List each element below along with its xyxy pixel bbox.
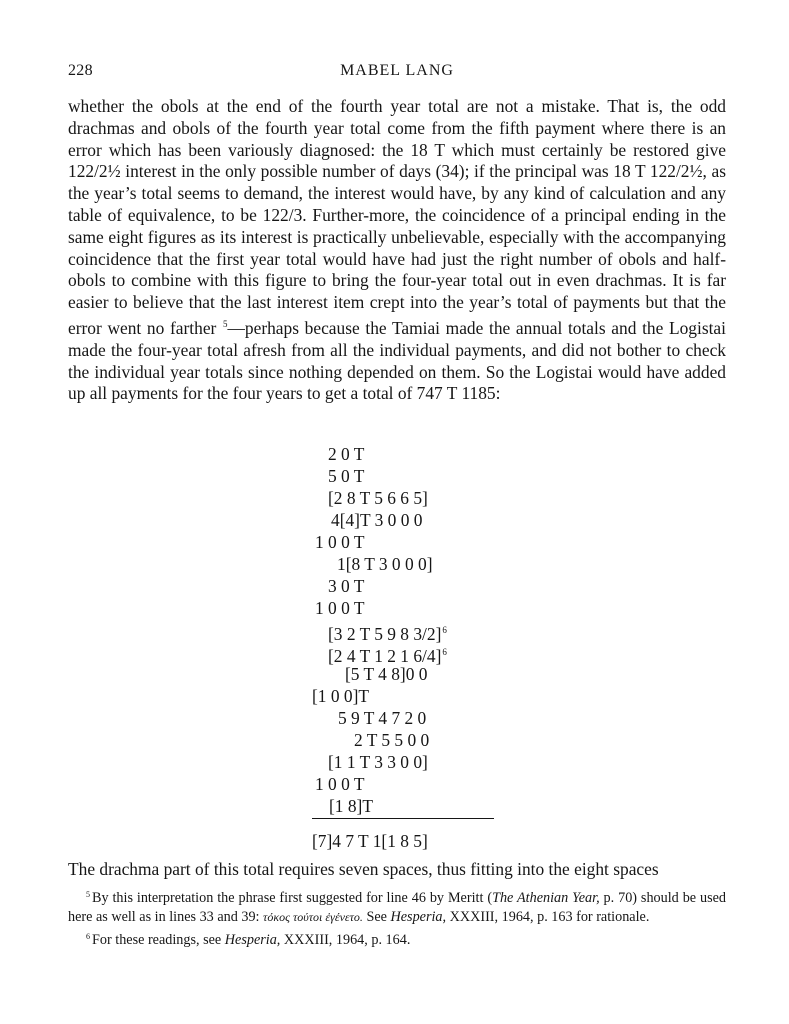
footnote-number: 5 bbox=[86, 890, 90, 899]
calc-row: 1 0 0 T bbox=[315, 532, 365, 552]
body-text-part-1: whether the obols at the end of the fourth year total are not a mistake. That is, the odd drachmas and obols of the fourth year total come from the fifth payment where there is an error which has been variously diagnosed: the 18 T which must certainly be restored give 122/2½ interest in the only possible number of days (34); if the principal was 18 T 122/2½, as the year’s total seems to demand, the interest would have, by any kind of calculation and any table of equivalence, to be 122/3. Further-more, the coincidence of a principal ending in the same eight figures as its interest is practically unbelievable, especially with the accompanying coincidence that the first year total would have had just the right number of obols and half-obols to combine with this figure to bring the four-year total out in even drachmas. It is far easier to believe that the last interest item crept into the year’s total of payments but that the error went no farther bbox=[68, 96, 726, 338]
footnote-5: $^5$ By this interpretation the phrase first suggested for line 46 by Meritt (The Athenian Year, p. 70) should be used here as well as in lines 33 and 39: τόκος τούτοι ἐγένετο. See Hesperia, XXXIII, 1964, p. 163 for rationale. bbox=[68, 890, 727, 925]
calc-row: 5 9 T 4 7 2 0 bbox=[338, 708, 427, 728]
calc-row: [5 T 4 8]0 0 bbox=[345, 664, 428, 684]
footnote-ref-5: 5 bbox=[223, 318, 228, 329]
calc-row: [1 0 0]T bbox=[312, 686, 369, 706]
footnote-6: $^6$ For these readings, see Hesperia, XXXIII, 1964, p. 164. bbox=[86, 932, 411, 948]
footnote-number: 6 bbox=[86, 932, 90, 941]
continuing-paragraph: The drachma part of this total requires seven spaces, thus fitting into the eight spaces bbox=[68, 859, 659, 879]
body-paragraph bbox=[68, 96, 726, 405]
page-number: 228 bbox=[68, 62, 93, 79]
footnotes bbox=[68, 885, 726, 950]
greek-phrase: τόκος τούτοι ἐγένετο. bbox=[263, 910, 363, 924]
calc-row: [1 8]T bbox=[329, 796, 373, 816]
calc-row: [3 2 T 5 9 8 3/2]$^6$ bbox=[328, 624, 447, 644]
running-head: MABEL LANG bbox=[340, 62, 454, 79]
calc-row: [2 4 T 1 2 1 6/4]$^6$ bbox=[328, 646, 447, 666]
calc-row: 4[4]T 3 0 0 0 bbox=[331, 510, 423, 530]
calc-total: [7]4 7 T 1[1 8 5] bbox=[312, 831, 428, 851]
footnote-ref-6: 6 bbox=[442, 647, 447, 657]
calc-row: [2 8 T 5 6 6 5] bbox=[328, 488, 428, 508]
calc-row: 3 0 T bbox=[328, 576, 365, 596]
calc-row: 2 T 5 5 0 0 bbox=[354, 730, 430, 750]
calc-row: 5 0 T bbox=[328, 466, 365, 486]
sum-rule bbox=[312, 818, 494, 819]
calc-row: 2 0 T bbox=[328, 444, 365, 464]
body-text-part-2: —perhaps because the Tamiai made the annual totals and the Logistai made the four-year total afresh from all the individual payments, and did not bother to check the individual year totals since nothing depended on them. So the Logistai would have added up all payments for the four years to get a total of 747 T 1185: bbox=[68, 317, 726, 404]
footnote-ref-6: 6 bbox=[442, 625, 447, 635]
calc-row: [1 1 T 3 3 0 0] bbox=[328, 752, 428, 772]
calc-row: 1 0 0 T bbox=[315, 774, 365, 794]
page-header bbox=[68, 62, 726, 86]
calc-row: 1[8 T 3 0 0 0] bbox=[337, 554, 433, 574]
calc-row: 1 0 0 T bbox=[315, 598, 365, 618]
